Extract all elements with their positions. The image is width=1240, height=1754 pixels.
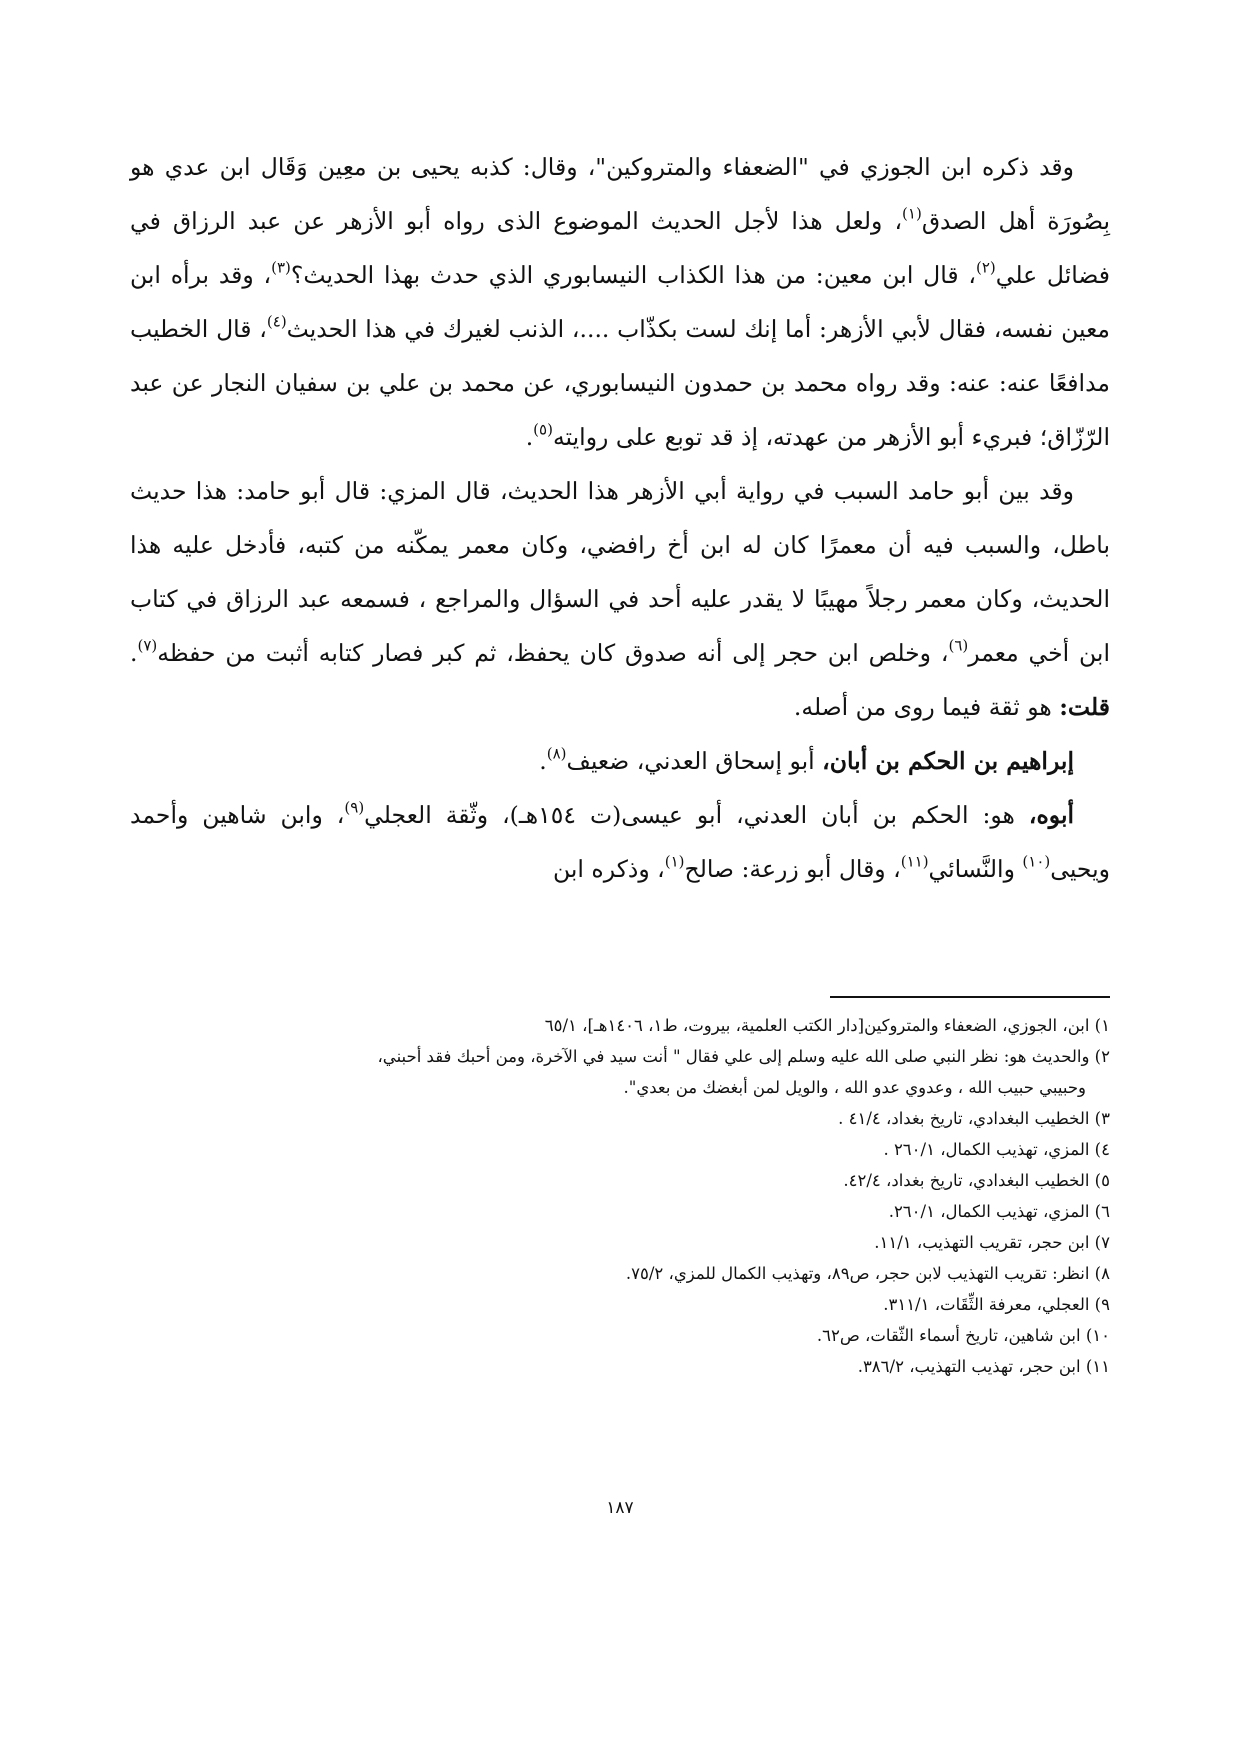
text-run: ، قال الخطيب مدافعًا عنه: عنه: وقد رواه محمد بن حمدون النيسابوري، عن محمد بن علي بن سفيان النجار عن عبد الرّزّاق؛ فبريء أبو الأزهر من عهدته، إذ قد توبع على روايته xyxy=(130,315,1110,451)
text-run: ، وقال أبو زرعة: صالح xyxy=(684,855,901,883)
footnote-ref: (١) xyxy=(902,204,922,223)
text-run: ، وابن شاهين وأحمد ويحيى xyxy=(130,801,1110,883)
footnote-item: ٤) المزي، تهذيب الكمال، ٢٦٠/١ . xyxy=(883,1140,1110,1159)
footnote-separator xyxy=(830,996,1110,998)
text-run: ، قال ابن معين: من هذا الكذاب النيسابوري الذي حدث بهذا الحديث؟ xyxy=(290,261,976,289)
body-paragraph xyxy=(130,464,1110,734)
footnote-ref: (٤) xyxy=(266,312,287,331)
footnotes xyxy=(130,1010,1110,1382)
footnote-item: ٨) انظر: تقريب التهذيب لابن حجر، ص٨٩، وتهذيب الكمال للمزي، ٧٥/٢. xyxy=(625,1264,1110,1283)
footnote-item: ١٠) ابن شاهين، تاريخ أسماء الثّقات، ص٦٢. xyxy=(816,1326,1110,1345)
footnote-item: ٣) الخطيب البغدادي، تاريخ بغداد، ٤١/٤ . xyxy=(838,1109,1110,1128)
footnote-ref: (١٠) xyxy=(1022,852,1051,871)
footnote-item: ٦) المزي، تهذيب الكمال، ٢٦٠/١. xyxy=(888,1202,1110,1221)
text-run: هو: الحكم بن أبان العدني، أبو عيسى(ت ١٥٤هـ)، وثّقة العجلي xyxy=(364,801,1029,829)
footnote-item: ٥) الخطيب البغدادي، تاريخ بغداد، ٤٢/٤. xyxy=(843,1171,1110,1190)
footnote-ref: (٨) xyxy=(546,744,567,763)
body-paragraph xyxy=(130,788,1110,896)
page-number: ١٨٧ xyxy=(606,1498,634,1518)
bold-term: أبوه، xyxy=(1028,801,1075,829)
footnote-item: ١١) ابن حجر، تهذيب التهذيب، ٣٨٦/٢. xyxy=(857,1357,1110,1376)
text-run: ، وخلص ابن حجر إلى أنه صدوق كان يحفظ، ثم كبر فصار كتابه أثبت من حفظه xyxy=(157,639,949,667)
footnote-ref: (٣) xyxy=(271,258,291,277)
text-run: هو ثقة فيما روى من أصله. xyxy=(793,693,1060,721)
text-run: وقد ذكره ابن الجوزي في "الضعفاء والمتروكين"، وقال: كذبه يحيى بن معِين وَقَال ابن عدي هو بِصُورَة أهل الصدق xyxy=(130,153,1110,235)
footnote-ref: (٧) xyxy=(137,636,158,655)
text-run: ، وقد برأه ابن معين نفسه، فقال لأبي الأزهر: أما إنك لست بكذّاب ....، الذنب لغيرك في هذا الحديث xyxy=(130,261,1111,343)
footnote-ref: (٥) xyxy=(533,420,553,439)
footnote-ref: (٦) xyxy=(948,636,969,655)
footnote-continuation: وحبيبي حبيب الله ، وعدوي عدو الله ، والويل لمن أبغضك من بعدي". xyxy=(623,1078,1086,1097)
footnote-ref: (٢) xyxy=(975,258,996,277)
body-paragraph xyxy=(130,734,1110,788)
text-run: . xyxy=(525,423,534,451)
text-run: والنَّسائي xyxy=(928,855,1023,883)
bold-term: إبراهيم بن الحكم بن أبان، xyxy=(822,747,1074,775)
text-run: ، ولعل هذا لأجل الحديث الموضوع الذى رواه أبو الأزهر عن عبد الرزاق في فضائل علي xyxy=(130,207,1111,289)
body-paragraph xyxy=(130,140,1110,464)
footnote-item: ٩) العجلي، معرفة الثِّقَات، ٣١١/١. xyxy=(883,1295,1110,1314)
text-run: ، وذكره ابن xyxy=(552,855,665,883)
text-run: . xyxy=(130,639,138,667)
footnote-ref: (٩) xyxy=(344,798,365,817)
main-text xyxy=(130,140,1110,896)
footnote-item: ٢) والحديث هو: نظر النبي صلى الله عليه وسلم إلى علي فقال " أنت سيد في الآخرة، ومن أحبك فقد أحبني، xyxy=(377,1047,1110,1066)
footnote-ref: (١١) xyxy=(900,852,929,871)
text-run: وقد بين أبو حامد السبب في رواية أبي الأزهر هذا الحديث، قال المزي: قال أبو حامد: هذا حديث باطل، والسبب فيه أن معمرًا كان له ابن أخ رافضي، وكان معمر يمكّنه من كتبه، فأدخل عليه هذا الحديث، وكان معمر رجلاً مهيبًا لا يقدر عليه أحد في السؤال والمراجع ، فسمعه عبد الرزاق في كتاب ابن أخي معمر xyxy=(130,477,1110,667)
bold-term: قلت: xyxy=(1059,693,1110,721)
footnote-item: ٧) ابن حجر، تقريب التهذيب، ١١/١. xyxy=(874,1233,1110,1252)
text-run: . xyxy=(539,747,547,775)
footnote-ref: (١) xyxy=(664,852,685,871)
footnote-item: ١) ابن، الجوزي، الضعفاء والمتروكين[دار الكتب العلمية، بيروت، ط١، ١٤٠٦هـ]، ٦٥/١ xyxy=(544,1016,1110,1035)
text-run: أبو إسحاق العدني، ضعيف xyxy=(566,747,823,775)
